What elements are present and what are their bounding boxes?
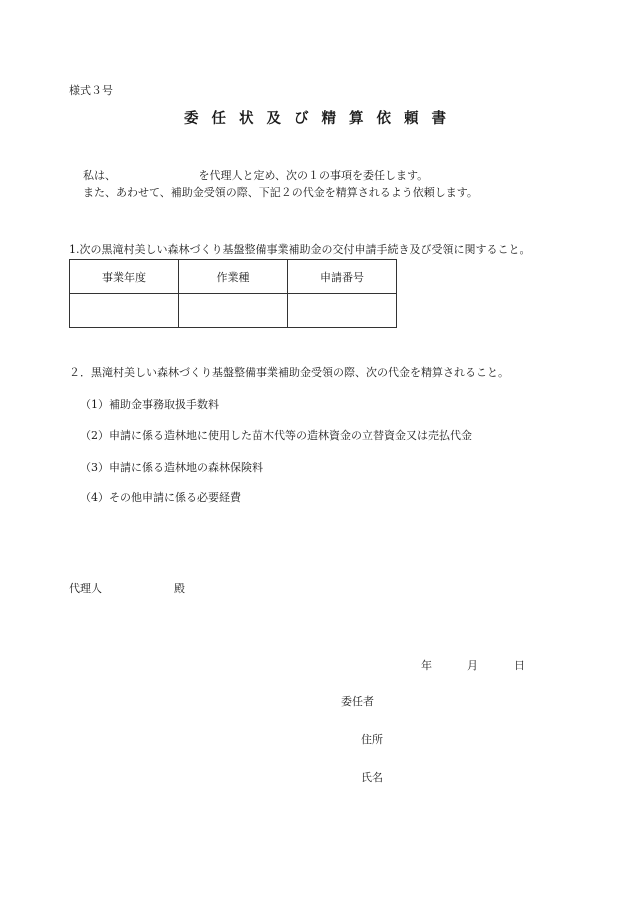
- intro-line-2: また、あわせて、補助金受領の際、下記２の代金を精算されるよう依頼します。: [83, 186, 478, 199]
- date-month: 月: [467, 659, 478, 672]
- header-work-type: 作業種: [179, 260, 288, 294]
- cell-fiscal-year[interactable]: [70, 294, 179, 328]
- intro-line-1: 私は、 を代理人と定め、次の１の事項を委任します。: [83, 169, 429, 182]
- cell-work-type[interactable]: [179, 294, 288, 328]
- header-application-number: 申請番号: [288, 260, 397, 294]
- list-item: （3）申請に係る造林地の森林保険料: [80, 461, 263, 474]
- document-title: 委任状及び精算依頼書: [184, 110, 459, 127]
- table-row: [70, 294, 397, 328]
- delegator-label: 委任者: [341, 695, 374, 708]
- section-1-heading: 1.次の黒滝村美しい森林づくり基盤整備事業補助金の交付申請手続き及び受領に関すること。: [69, 243, 531, 256]
- date-day: 日: [514, 659, 525, 672]
- list-item: （2）申請に係る造林地に使用した苗木代等の造林資金の立替資金又は売払代金: [80, 429, 472, 442]
- application-table: [69, 259, 397, 328]
- form-number: 様式３号: [69, 84, 113, 97]
- table-header-row: [70, 260, 397, 294]
- list-item: （4）その他申請に係る必要経費: [80, 491, 241, 504]
- name-label: 氏名: [361, 771, 383, 784]
- cell-application-number[interactable]: [288, 294, 397, 328]
- section-2-heading: ２．黒滝村美しい森林づくり基盤整備事業補助金受領の際、次の代金を精算されること。: [69, 366, 509, 379]
- address-label: 住所: [361, 733, 383, 746]
- header-fiscal-year: 事業年度: [70, 260, 179, 294]
- list-item: （1）補助金事務取扱手数料: [80, 398, 219, 411]
- date-year: 年: [421, 659, 432, 672]
- agent-honorific: 殿: [174, 582, 185, 595]
- agent-label: 代理人: [69, 582, 102, 595]
